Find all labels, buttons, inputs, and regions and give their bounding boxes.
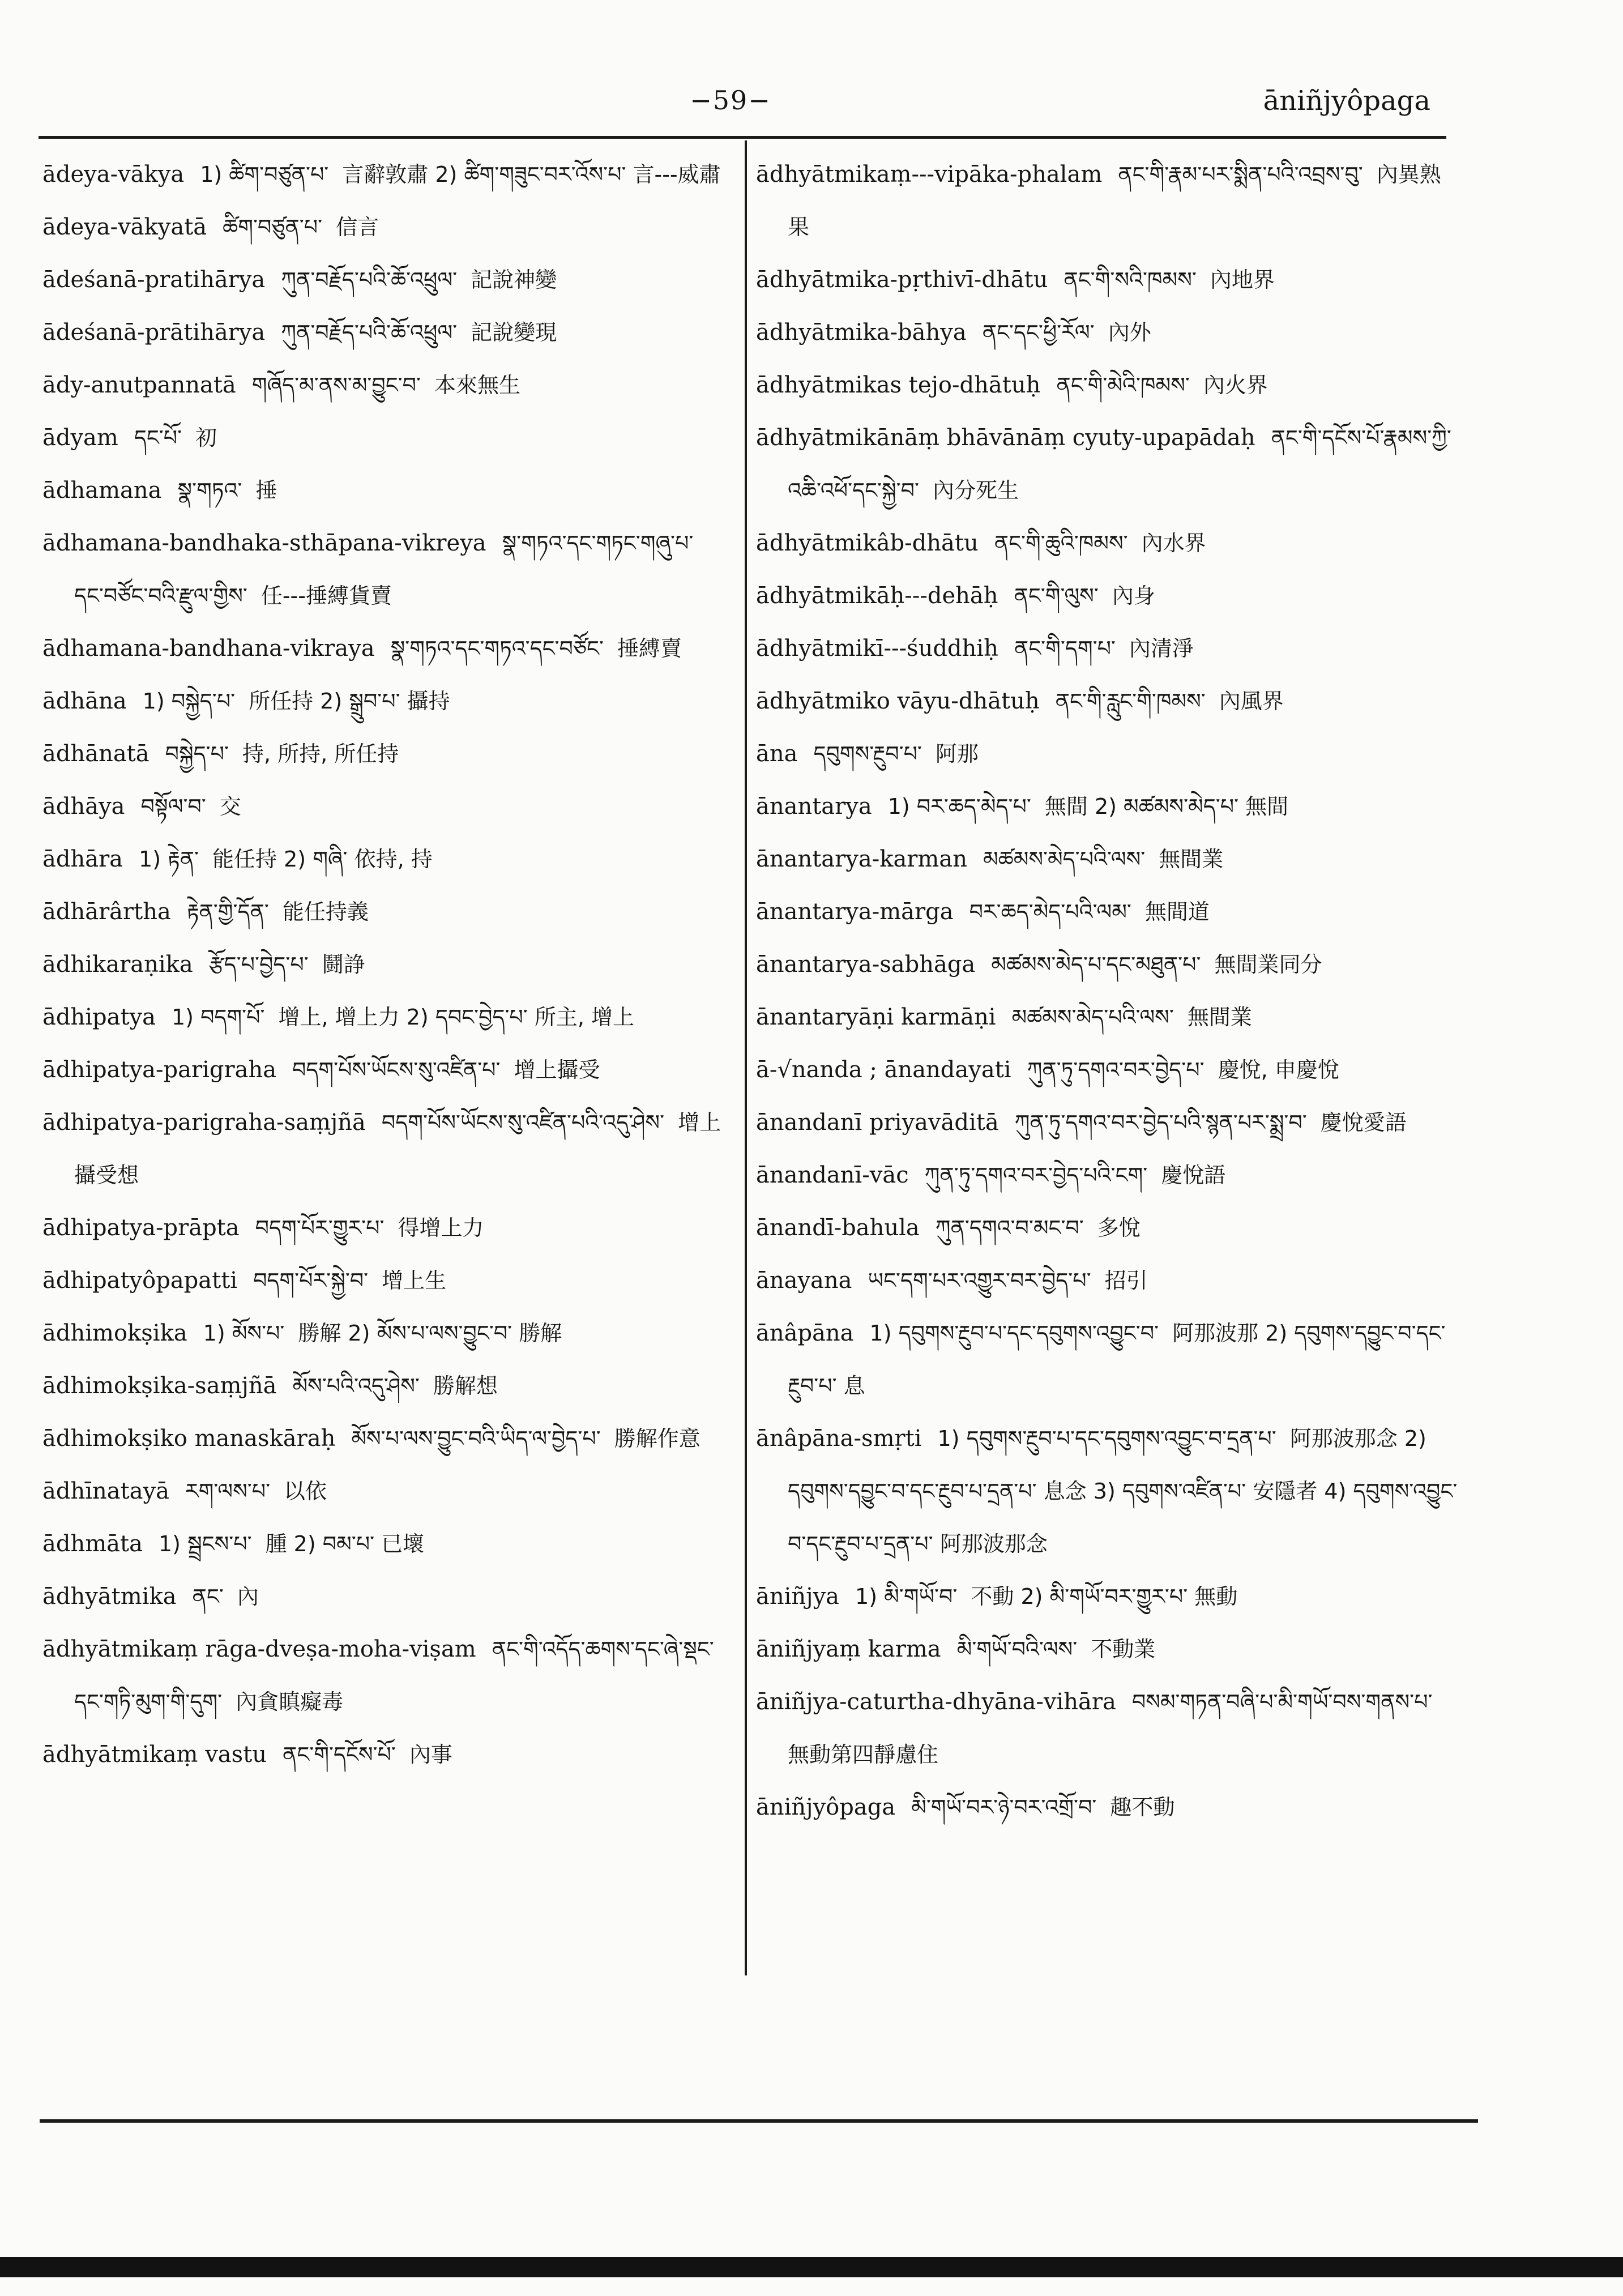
chinese-equivalent: 言辭敦肅 2) ཚིག་གཟུང་བར་འོས་པ་ 言---威肅 (342, 162, 721, 187)
top-rule (39, 136, 1446, 139)
headword: ādhyātmikānāṃ bhāvānāṃ cyuty-upapādaḥ (756, 425, 1255, 451)
chinese-equivalent: 勝解作意 (614, 1426, 701, 1451)
dictionary-entry (756, 1044, 1461, 1096)
headword: āna (756, 741, 798, 767)
headword: ādhyātmiko vāyu-dhātuḥ (756, 688, 1040, 714)
headword: ādhyātmika-pṛthivī-dhātu (756, 267, 1048, 293)
tibetan-equivalent: མོས་པ་ལས་བྱུང་བའི་ཡིད་ལ་བྱེད་པ་ (351, 1426, 601, 1451)
chinese-equivalent: 內風界 (1219, 689, 1284, 714)
dictionary-entry (42, 306, 722, 359)
tibetan-equivalent: 1) སྦྲངས་པ་ (158, 1531, 252, 1556)
dictionary-entry (756, 938, 1461, 991)
headword: ādhāya (42, 793, 125, 820)
tibetan-equivalent: ཡང་དག་པར་འགྱུར་བར་བྱེད་པ་ (868, 1268, 1091, 1293)
tibetan-equivalent: མཚམས་མེད་པའི་ལས་ (1011, 1005, 1174, 1030)
tibetan-equivalent: ནང་གི་དངོས་པོ་ (283, 1742, 396, 1767)
tibetan-equivalent: དབུགས་རྔུབ་པ་ (813, 741, 922, 766)
tibetan-equivalent: མོས་པའི་འདུ་ཤེས་ (292, 1373, 420, 1398)
column-divider (745, 140, 747, 1975)
dictionary-entry (756, 254, 1461, 306)
dictionary-entry (756, 1254, 1461, 1307)
tibetan-equivalent: ཀུན་བརྗོད་པའི་ཆོ་འཕྲུལ་ (281, 267, 458, 292)
tibetan-equivalent: ནང་གི་རླུང་གི་ཁམས་ (1055, 689, 1206, 714)
chinese-equivalent: 信言 (336, 215, 379, 240)
scan-edge (0, 2257, 1623, 2277)
dictionary-entry (756, 1202, 1461, 1254)
chinese-equivalent: 多悅 (1097, 1215, 1141, 1240)
chinese-equivalent: 內分死生 (933, 478, 1019, 503)
dictionary-entry (756, 1781, 1461, 1834)
dictionary-entry (42, 1044, 722, 1096)
chinese-equivalent: 增上, 增上力 2) དབང་བྱེད་པ་ 所主, 增上 (278, 1005, 635, 1030)
chinese-equivalent: 所任持 2) སྒྲུབ་པ་ 攝持 (249, 689, 450, 714)
tibetan-equivalent: 1) རྟེན་ (139, 847, 199, 872)
chinese-equivalent: 能任持 2) གཞི་ 依持, 持 (212, 847, 433, 872)
headword: ādhipatya-parigraha (42, 1057, 277, 1083)
dictionary-entry (756, 833, 1461, 886)
page-number: −59− (690, 85, 771, 116)
tibetan-equivalent: སྣ་གཏའ་ (177, 478, 242, 503)
headword: ādeya-vākyatā (42, 214, 207, 240)
headword: ādhārârtha (42, 899, 171, 925)
dictionary-entry (42, 1571, 722, 1623)
headword: ā-√nanda ; ānandayati (756, 1057, 1011, 1083)
chinese-equivalent: 捶 (255, 478, 277, 503)
chinese-equivalent: 內 (237, 1584, 259, 1609)
headword: ādeśanā-prātihārya (42, 319, 266, 345)
headword: āniñjya-caturtha-dhyāna-vihāra (756, 1689, 1116, 1715)
chinese-equivalent: 任---捶縛貨賣 (260, 583, 392, 608)
headword: ādhmāta (42, 1531, 143, 1557)
headword: ādhimokṣiko manaskāraḥ (42, 1426, 336, 1452)
headword: āniñjyaṃ karma (756, 1636, 941, 1662)
headword: ādhyātmikī---śuddhiḥ (756, 635, 998, 662)
tibetan-equivalent: 1) མི་གཡོ་བ་ (855, 1584, 958, 1609)
chinese-equivalent: 無間業 (1187, 1005, 1252, 1030)
tibetan-equivalent: བདག་པོར་སྐྱེ་བ་ (253, 1268, 369, 1293)
headword: ādhīnatayā (42, 1478, 169, 1504)
tibetan-equivalent: ཀུན་ཏུ་དགའ་བར་བྱེད་པ་ (1027, 1057, 1205, 1082)
dictionary-entry (756, 728, 1461, 780)
headword: ādhamana-bandhaka-sthāpana-vikreya (42, 530, 486, 556)
headword: ādhāna (42, 688, 127, 714)
chinese-equivalent: 慶悅愛語 (1320, 1110, 1407, 1135)
headword: ādhyātmikaṃ rāga-dveṣa-moha-viṣam (42, 1636, 476, 1662)
dictionary-entry (42, 938, 722, 991)
chinese-equivalent: 鬪諍 (322, 952, 365, 977)
dictionary-entry (42, 1307, 722, 1360)
tibetan-equivalent: ནང་གི་ལུས་ (1014, 583, 1099, 608)
left-column (42, 148, 722, 1781)
dictionary-entry (756, 1412, 1461, 1571)
dictionary-entry (756, 517, 1461, 570)
chinese-equivalent: 增上攝受想 (74, 1110, 721, 1188)
headword: ādhipatyôpapatti (42, 1268, 238, 1294)
headword: ādhipatya (42, 1004, 156, 1030)
tibetan-equivalent: རྩོད་པ་བྱེད་པ་ (208, 952, 309, 977)
dictionary-entry (42, 780, 722, 833)
headword: ādhipatya-parigraha-saṃjñā (42, 1109, 366, 1136)
tibetan-equivalent: རྟེན་གྱི་དོན་ (186, 899, 269, 924)
chinese-equivalent: 內外 (1108, 320, 1151, 345)
chinese-equivalent: 阿那波那 2) དབུགས་དབྱུང་བ་དང་རྔུབ་པ་ 息 (788, 1321, 1446, 1398)
chinese-equivalent: 無動第四靜慮住 (788, 1742, 939, 1767)
dictionary-entry (756, 1623, 1461, 1676)
headword: ādhamana (42, 477, 162, 503)
dictionary-entry (42, 359, 722, 412)
tibetan-equivalent: ནང་གི་རྣམ་པར་སྨིན་པའི་འབྲས་བུ་ (1118, 162, 1363, 187)
headword: ānantarya (756, 793, 872, 820)
tibetan-equivalent: 1) མོས་པ་ (203, 1321, 285, 1346)
dictionary-entry (42, 517, 722, 622)
right-column (756, 148, 1461, 1834)
tibetan-equivalent: ནང་ (192, 1584, 224, 1609)
dictionary-entry (756, 1571, 1461, 1623)
chinese-equivalent: 捶縛賣 (617, 636, 682, 661)
tibetan-equivalent: 1) དབུགས་རྔུབ་པ་དང་དབུགས་འབྱུང་བ་ (869, 1321, 1159, 1346)
dictionary-entry (756, 1307, 1461, 1412)
tibetan-equivalent: བསྐྱེད་པ་ (165, 741, 229, 766)
chinese-equivalent: 慶悅, 申慶悅 (1218, 1057, 1339, 1082)
headword: ānâpāna-smṛti (756, 1426, 922, 1452)
dictionary-entry (42, 728, 722, 780)
dictionary-entry (756, 780, 1461, 833)
dictionary-entry (756, 622, 1461, 675)
tibetan-equivalent: སྣ་གཏའ་དང་གཏང་གཞུ་པ་དང་བཙོང་བའི་རྫུལ་གྱིས་ (74, 531, 694, 608)
dictionary-entry (756, 886, 1461, 938)
chinese-equivalent: 不動業 (1091, 1637, 1156, 1662)
tibetan-equivalent: ནང་གི་དག་པ་ (1014, 636, 1116, 661)
dictionary-entry (42, 1623, 722, 1729)
dictionary-entry (756, 1676, 1461, 1781)
headword: ādhāra (42, 846, 123, 872)
dictionary-entry (756, 359, 1461, 412)
tibetan-equivalent: ཀུན་ཏུ་དགའ་བར་བྱེད་པའི་སྙན་པར་སྨྲ་བ་ (1014, 1110, 1307, 1135)
tibetan-equivalent: བདག་པོས་ཡོངས་སུ་འཛིན་པའི་འདུ་ཤེས་ (381, 1110, 665, 1135)
chinese-equivalent: 增上攝受 (514, 1057, 600, 1082)
chinese-equivalent: 趣不動 (1110, 1795, 1175, 1820)
tibetan-equivalent: བསྟོལ་བ་ (140, 794, 206, 819)
tibetan-equivalent: 1) དབུགས་རྔུབ་པ་དང་དབུགས་འབྱུང་བ་དྲན་པ་ (937, 1426, 1276, 1451)
dictionary-entry (42, 991, 722, 1044)
tibetan-equivalent: 1) བར་ཆད་མེད་པ་ (887, 794, 1031, 819)
tibetan-equivalent: མཚམས་མེད་པའི་ལས་ (983, 847, 1146, 872)
dictionary-entry (756, 1096, 1461, 1149)
headword: ādhamana-bandhana-vikraya (42, 635, 375, 662)
chinese-equivalent: 勝解 2) མོས་པ་ལས་བྱུང་བ་ 勝解 (298, 1321, 562, 1346)
headword: ānayana (756, 1268, 852, 1294)
headword: ānandī-bahula (756, 1215, 920, 1241)
dictionary-entry (756, 991, 1461, 1044)
headword: ādhyātmikaṃ vastu (42, 1742, 267, 1768)
tibetan-equivalent: 1) བདག་པོ་ (171, 1005, 265, 1030)
tibetan-equivalent: ནང་དང་ཕྱི་རོལ་ (982, 320, 1095, 345)
tibetan-equivalent: ནང་གི་དངོས་པོ་རྣམས་ཀྱི་འཆི་འཕོ་དང་སྐྱེ་བ་ (788, 425, 1451, 503)
headword: ādhimokṣika-saṃjñā (42, 1373, 277, 1399)
headword: āniñjyôpaga (756, 1794, 896, 1820)
headword: ādhyātmika (42, 1584, 177, 1610)
tibetan-equivalent: ནང་གི་སའི་ཁམས་ (1064, 267, 1197, 292)
headword: ānandanī priyavāditā (756, 1109, 999, 1136)
dictionary-entry (42, 1202, 722, 1254)
headword: ānâpāna (756, 1320, 854, 1346)
dictionary-entry (42, 1412, 722, 1465)
tibetan-equivalent: བདག་པོས་ཡོངས་སུ་འཛིན་པ་ (292, 1057, 501, 1082)
tibetan-equivalent: 1) བསྐྱེད་པ་ (142, 689, 236, 714)
chinese-equivalent: 內事 (409, 1742, 452, 1767)
dictionary-entry (42, 1729, 722, 1781)
dictionary-entry (756, 306, 1461, 359)
dictionary-entry (756, 675, 1461, 728)
tibetan-equivalent: ཀུན་ཏུ་དགའ་བར་བྱེད་པའི་ངག་ (924, 1163, 1148, 1188)
tibetan-equivalent: ཀུན་དགའ་བ་མང་བ་ (935, 1215, 1084, 1240)
tibetan-equivalent: མི་གཡོ་བར་ཉེ་བར་འགྲོ་བ་ (911, 1795, 1097, 1820)
tibetan-equivalent: མཚམས་མེད་པ་དང་མཐུན་པ་ (991, 952, 1201, 977)
headword: ādy-anutpannatā (42, 372, 236, 398)
dictionary-entry (42, 412, 722, 464)
dictionary-entry (42, 1360, 722, 1412)
chinese-equivalent: 得增上力 (398, 1215, 484, 1240)
dictionary-entry (42, 148, 722, 201)
chinese-equivalent: 內清淨 (1129, 636, 1194, 661)
tibetan-equivalent: བསམ་གཏན་བཞི་པ་མི་གཡོ་བས་གནས་པ་ (1131, 1689, 1433, 1714)
dictionary-entry (42, 675, 722, 728)
chinese-equivalent: 能任持義 (282, 899, 369, 924)
chinese-equivalent: 內水界 (1141, 531, 1206, 556)
chinese-equivalent: 慶悅語 (1161, 1163, 1226, 1188)
tibetan-equivalent: སྣ་གཏའ་དང་གཏའ་དང་བཙོང་ (390, 636, 604, 661)
dictionary-entry (42, 833, 722, 886)
headword: ādhyātmikāḥ---dehāḥ (756, 583, 998, 609)
tibetan-equivalent: 1) ཚིག་བཙུན་པ་ (200, 162, 329, 187)
tibetan-equivalent: བར་ཆད་མེད་པའི་ལམ་ (969, 899, 1131, 924)
chinese-equivalent: 勝解想 (433, 1373, 498, 1398)
tibetan-equivalent: ནང་གི་འདོད་ཆགས་དང་ཞེ་སྡང་དང་གཏི་མུག་གི་དུག་ (74, 1637, 714, 1714)
tibetan-equivalent: གཞོད་མ་ནས་མ་བྱུང་བ་ (251, 373, 421, 398)
dictionary-entry (42, 1096, 722, 1202)
headword: ādhikaraṇika (42, 951, 193, 978)
chinese-equivalent: 不動 2) མི་གཡོ་བར་གྱུར་པ་ 無動 (971, 1584, 1238, 1609)
dictionary-entry (42, 1465, 722, 1518)
headword: ādhyātmika-bāhya (756, 319, 967, 345)
headword: ādhimokṣika (42, 1320, 187, 1346)
chinese-equivalent: 持, 所持, 所任持 (242, 741, 399, 766)
chinese-equivalent: 本來無生 (434, 373, 521, 398)
headword: ādeśanā-pratihārya (42, 267, 266, 293)
headword: ādhipatya-prāpta (42, 1215, 240, 1241)
chinese-equivalent: 記說變現 (471, 320, 557, 345)
headword: ānandanī-vāc (756, 1162, 909, 1188)
headword: ādhyātmikas tejo-dhātuḥ (756, 372, 1041, 398)
tibetan-equivalent: ནང་གི་ཆུའི་ཁམས་ (994, 531, 1128, 556)
dictionary-entry (42, 1518, 722, 1571)
chinese-equivalent: 無間業 (1159, 847, 1224, 872)
dictionary-entry (42, 886, 722, 938)
dictionary-entry (42, 254, 722, 306)
headword: ānantarya-sabhāga (756, 951, 976, 978)
chinese-equivalent: 內貪瞋癡毒 (236, 1689, 344, 1714)
chinese-equivalent: 無間 2) མཚམས་མེད་པ་ 無間 (1044, 794, 1289, 819)
tibetan-equivalent: མི་གཡོ་བའི་ལས་ (956, 1637, 1078, 1662)
chinese-equivalent: 阿那 (935, 741, 979, 766)
chinese-equivalent: 交 (219, 794, 241, 819)
tibetan-equivalent: དང་པོ་ (134, 425, 182, 450)
headword: āniñjya (756, 1584, 840, 1610)
tibetan-equivalent: བདག་པོར་གྱུར་པ་ (255, 1215, 385, 1240)
chinese-equivalent: 記說神變 (471, 267, 557, 292)
dictionary-entry (42, 201, 722, 254)
dictionary-entry (756, 570, 1461, 622)
dictionary-entry (756, 148, 1461, 254)
tibetan-equivalent: ནང་གི་མེའི་ཁམས་ (1056, 373, 1190, 398)
headword: ānantaryāṇi karmāṇi (756, 1004, 996, 1030)
chinese-equivalent: 無間道 (1144, 899, 1210, 924)
chinese-equivalent: 阿那波那念 2) དབུགས་དབྱུང་བ་དང་རྔུབ་པ་དྲན་པ་ 息念 3) དབུགས་འཛིན་པ་ 安隱者 4) དབུགས་འབྱུང་བ་དང་རྔུབ་པ་དྲན་པ་ 阿那波那念 (788, 1426, 1458, 1556)
chinese-equivalent: 初 (195, 425, 217, 450)
dictionary-entry (42, 1254, 722, 1307)
headword: ādhyātmikaṃ---vipāka-phalam (756, 161, 1103, 187)
headword: ānantarya-mārga (756, 899, 954, 925)
dictionary-entry (756, 1149, 1461, 1202)
running-head: āniñjyôpaga (1263, 85, 1430, 117)
tibetan-equivalent: ཀུན་བརྗོད་པའི་ཆོ་འཕྲུལ་ (281, 320, 458, 345)
tibetan-equivalent: རག་ལས་པ་ (185, 1479, 271, 1504)
dictionary-entry (42, 622, 722, 675)
headword: ādyam (42, 425, 118, 451)
chinese-equivalent: 內身 (1112, 583, 1155, 608)
dictionary-entry (42, 464, 722, 517)
bottom-rule (40, 2119, 1478, 2123)
chinese-equivalent: 內火界 (1203, 373, 1268, 398)
headword: ānantarya-karman (756, 846, 967, 872)
chinese-equivalent: 腫 2) བམ་པ་ 已壞 (265, 1531, 425, 1556)
dictionary-entry (756, 412, 1461, 517)
headword: ādhānatā (42, 741, 150, 767)
chinese-equivalent: 內異熟果 (788, 162, 1441, 240)
chinese-equivalent: 增上生 (382, 1268, 447, 1293)
chinese-equivalent: 內地界 (1210, 267, 1275, 292)
headword: ādhyātmikâb-dhātu (756, 530, 979, 556)
tibetan-equivalent: ཚིག་བཙུན་པ་ (223, 215, 323, 240)
chinese-equivalent: 無間業同分 (1214, 952, 1322, 977)
chinese-equivalent: 招引 (1104, 1268, 1148, 1293)
chinese-equivalent: 以依 (284, 1479, 327, 1504)
headword: ādeya-vākya (42, 161, 185, 187)
